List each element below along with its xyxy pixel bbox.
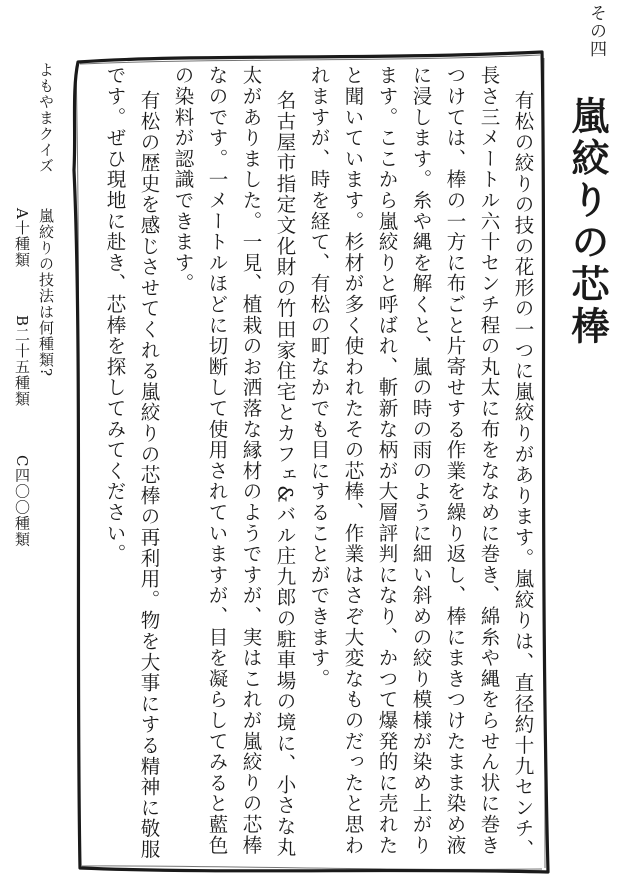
body-line-5: ます。ここから嵐絞りと呼ばれ、斬新な柄が大層評判になり、かつて爆発的に売れた [375, 65, 399, 856]
body-line-4: に浸します。糸や縄を解くと、嵐の時の雨のように細い斜めの絞り模様が染め上がり [409, 65, 433, 856]
body-line-12: 有松の歴史を感じさせてくれる嵐絞りの芯棒の再利用。物を大事にする精神に敬服 [137, 90, 161, 860]
body-line-10: なのです。一メートルほどに切断して使用されていますが、目を凝らしてみると藍色 [205, 65, 229, 856]
body-line-11: の染料が認識できます。 [171, 65, 195, 294]
page-title: 嵐絞りの芯棒 [565, 96, 610, 348]
quiz-heading: よもやまクイズ [37, 62, 55, 174]
quiz-option-b: B二十五種類 [13, 315, 31, 408]
body-line-3: つけては、棒の一方に布ごと片寄せする作業を繰り返し、棒にまきつけたまま染め液 [443, 65, 467, 856]
quiz-option-c: C四〇〇種類 [13, 455, 31, 548]
body-line-7: れますが、時を経て、有松の町なかでも目にすることができます。 [307, 65, 331, 689]
body-line-8: 名古屋市指定文化財の竹田家住宅とカフェ&バル庄九郎の駐車場の境に、小さな丸 [273, 90, 297, 858]
body-line-13: です。ぜひ現地に赴き、芯棒を探してみてください。 [103, 65, 127, 565]
body-line-1: 有松の絞りの技の花形の一つに嵐絞りがあります。嵐絞りは、直径約十九センチ、 [511, 90, 535, 860]
body-line-6: と聞いています。杉材が多く使われたその芯棒、作業はさぞ大変なものだったと思わ [341, 65, 365, 856]
body-line-2: 長さ三メートル六十センチ程の丸太に布をななめに巻き、綿糸や縄をらせん状に巻き [477, 65, 501, 856]
quiz-option-a: A十種類 [13, 208, 31, 268]
body-line-9: 太がありました。一見、植栽のお洒落な縁材のようですが、実はこれが嵐絞りの芯棒 [239, 65, 263, 856]
section-number: その四 [586, 4, 606, 58]
quiz-question: 嵐絞りの技法は何種類? [37, 208, 55, 378]
